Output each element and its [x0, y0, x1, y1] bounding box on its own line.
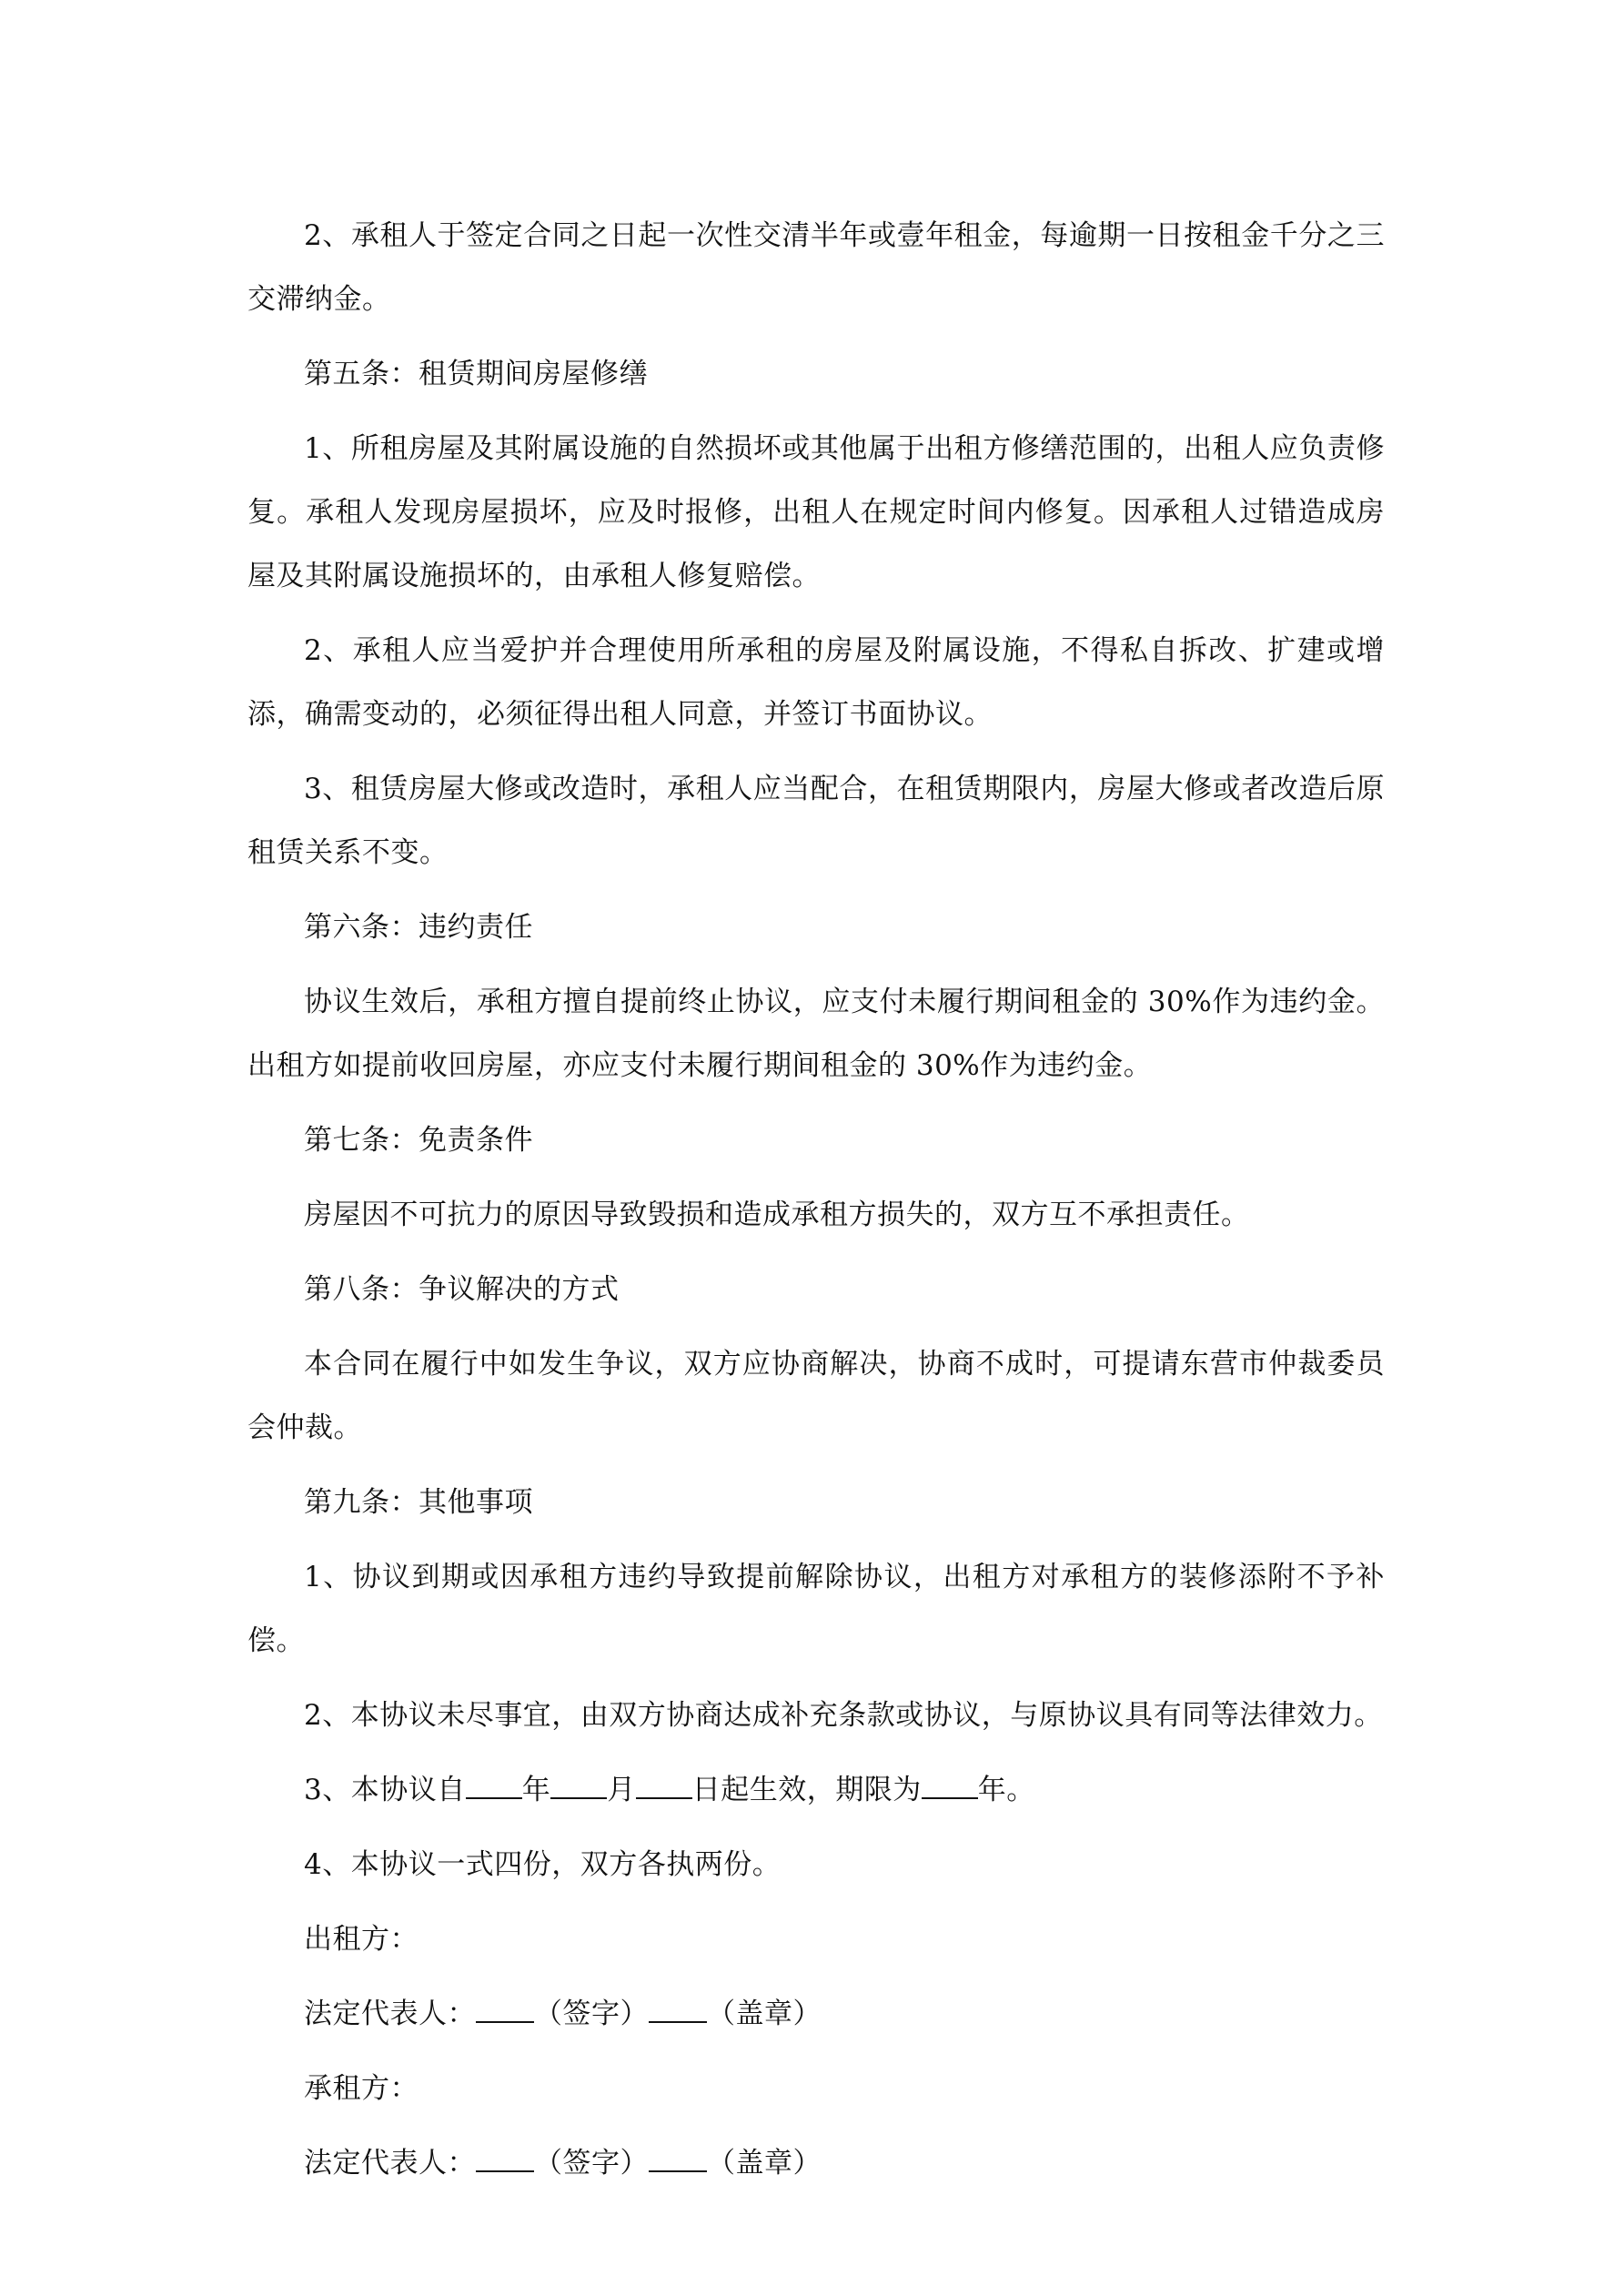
lessee-label: 承租方：	[304, 2072, 419, 2105]
article-9-item-4: 4、本协议一式四份，双方各执两份。	[304, 1848, 782, 1881]
document-body	[247, 204, 1385, 2206]
article-5-item-2: 2、承租人应当爱护并合理使用所承租的房屋及附属设施，不得私自拆改、扩建或增添，确需变动的，必须征得出租人同意，并签订书面协议。	[247, 634, 1385, 731]
lessor-seal-blank	[649, 1994, 707, 2023]
article-9-item-2: 2、本协议未尽事宜，由双方协商达成补充条款或协议，与原协议具有同等法律效力。	[304, 1699, 1383, 1732]
rent-payment-clause: 2、承租人于签定合同之日起一次性交清半年或壹年租金，每逾期一日按租金千分之三交滞纳金。	[247, 219, 1385, 316]
article-8-title: 第八条：争议解决的方式	[304, 1273, 620, 1306]
lessor-label: 出租方：	[304, 1923, 419, 1956]
article-5-title: 第五条：租赁期间房屋修缮	[304, 358, 648, 390]
lessee-representative-line	[247, 2131, 1385, 2195]
article-7-body: 房屋因不可抗力的原因导致毁损和造成承租方损失的，双方互不承担责任。	[304, 1199, 1250, 1231]
term-year: 年	[521, 1774, 551, 1806]
lessee-sign-blank	[476, 2143, 534, 2172]
duration-blank	[922, 1770, 978, 1799]
lessor-sign-blank	[476, 1994, 534, 2023]
article-9-title: 第九条：其他事项	[304, 1486, 533, 1519]
lessee-rep-label: 法定代表人：	[304, 2147, 476, 2180]
lessor-seal-label: （盖章）	[707, 1998, 822, 2030]
article-5-item-1: 1、所租房屋及其附属设施的自然损坏或其他属于出租方修缮范围的，出租人应负责修复。承租人发现房屋损坏，应及时报修，出租人在规定时间内修复。因承租人过错造成房屋及其附属设施损坏的，由承租人修复赔偿。	[247, 432, 1385, 592]
lessor-representative-line	[247, 1982, 1385, 2046]
article-6-title: 第六条：违约责任	[304, 911, 533, 944]
lessor-sign-label: （签字）	[534, 1998, 649, 2030]
day-blank	[636, 1770, 692, 1799]
article-6-body: 协议生效后，承租方擅自提前终止协议，应支付未履行期间租金的 30%作为违约金。出租方如提前收回房屋，亦应支付未履行期间租金的 30%作为违约金。	[247, 986, 1385, 1082]
term-suffix: 年。	[977, 1774, 1035, 1806]
article-9-item-1: 1、协议到期或因承租方违约导致提前解除协议，出租方对承租方的装修添附不予补偿。	[247, 1561, 1385, 1657]
month-blank	[550, 1770, 607, 1799]
term-day: 日起生效，期限为	[691, 1774, 922, 1806]
lessee-seal-label: （盖章）	[707, 2147, 822, 2180]
lessor-rep-label: 法定代表人：	[304, 1998, 476, 2030]
article-7-title: 第七条：免责条件	[304, 1124, 533, 1157]
article-8-body: 本合同在履行中如发生争议，双方应协商解决，协商不成时，可提请东营市仲裁委员会仲裁。	[247, 1348, 1385, 1444]
article-9-item-3	[247, 1758, 1385, 1822]
lessee-sign-label: （签字）	[534, 2147, 649, 2180]
term-prefix: 3、本协议自	[304, 1774, 466, 1806]
term-month: 月	[607, 1774, 636, 1806]
lessee-seal-blank	[649, 2143, 707, 2172]
article-5-item-3: 3、租赁房屋大修或改造时，承租人应当配合，在租赁期限内，房屋大修或者改造后原租赁关系不变。	[247, 773, 1385, 869]
year-blank	[466, 1770, 522, 1799]
